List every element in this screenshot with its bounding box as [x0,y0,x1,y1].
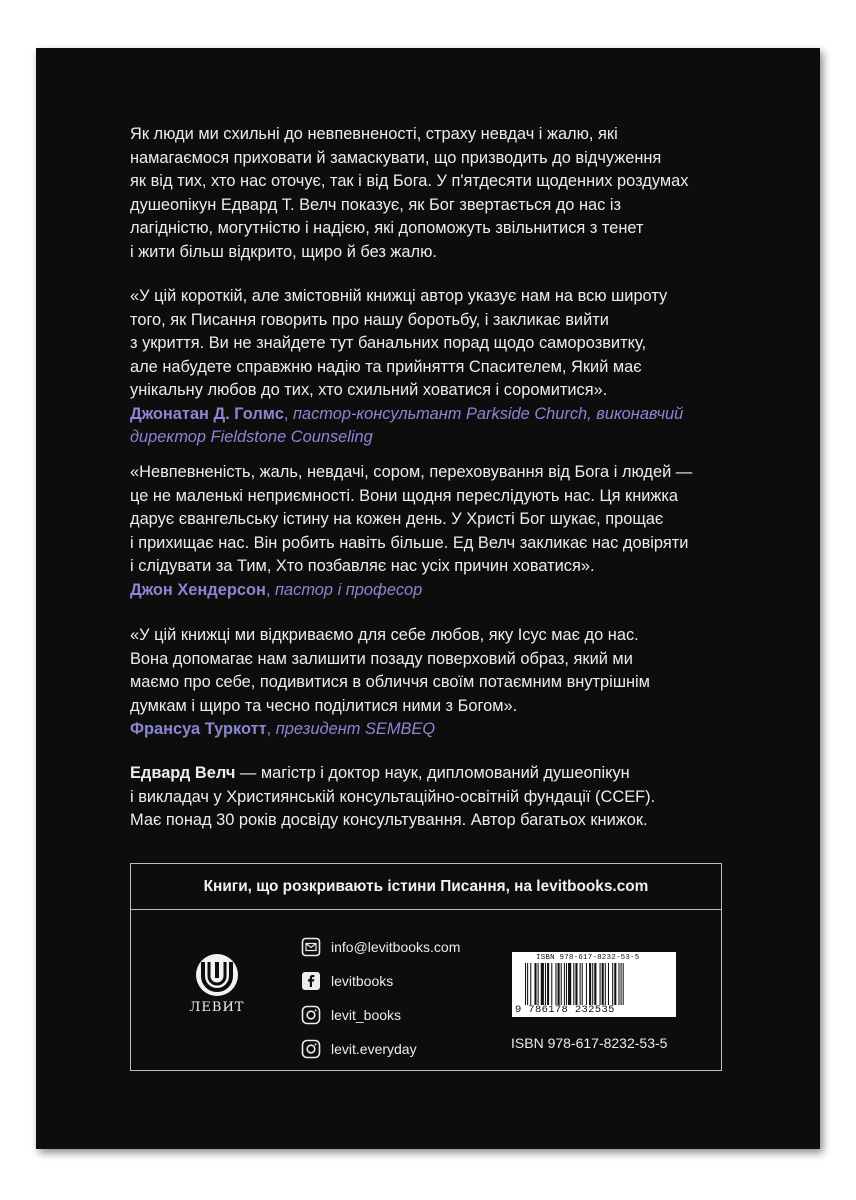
footer-headline: Книги, що розкривають істини Писання, на levitbooks.com [131,864,721,910]
quote-line: і прихищає нас. Він робить навіть більше. Ед Велч закликає нас довіряти [130,533,689,552]
contact-text: levit_books [331,1007,402,1023]
barcode-bar [525,963,526,1005]
barcode-bar [602,963,604,1005]
facebook-icon [301,971,321,991]
author-bio [130,762,730,833]
contact-text: levit.everyday [331,1041,417,1057]
contact-list [301,930,460,1066]
quote-line: це не маленькі неприємності. Вони щодня переслідують нас. Ця книжка [130,486,679,505]
instagram-icon [301,1039,321,1059]
barcode-bar [545,963,546,1005]
intro-line: як від тих, хто нас оточує, так і від Бога. У п'ятдесяти щоденних роздумах [130,172,689,190]
barcode-bar [527,963,528,1005]
quote-line: «У цій книжці ми відкриваємо для себе любов, яку Ісус має до нас. [130,626,639,644]
endorsement-henderson [130,461,730,602]
barcode-bar [558,963,560,1005]
bio-text: — магістр і доктор наук, дипломований душеопікун [235,764,630,782]
intro-line: лагідністю, могутністю і надією, які допоможуть звільнитися з тенет [130,219,644,237]
barcode-bar [538,963,539,1005]
endorsement-turcotte [130,624,730,742]
intro-line: Як люди ми схильні до невпевненості, страху невдач і жалю, які [130,125,618,143]
levit-logo-icon [189,952,245,998]
contact-email[interactable] [301,930,460,964]
quote-line: але набудете справжню надію та прийняття Спасителем, Який має [130,357,642,376]
attribution-separator: , [266,720,276,738]
attribution [130,718,730,742]
contact-text: info@levitbooks.com [331,939,461,955]
barcode-bar [600,963,601,1005]
endorsement-holmes [130,285,730,450]
barcode-bar [573,963,574,1005]
barcode-bar [589,963,591,1005]
attribution [130,579,730,603]
intro-line: і жити більш відкрито, щиро й без жалю. [130,242,437,261]
quote-line: Вона допомагає нам залишити позаду поверховий образ, який ми [130,649,633,668]
barcode-bar [568,963,571,1005]
attribution [130,403,730,427]
attribution-name: Джон Хендерсон [130,580,266,599]
barcode-bar [541,963,544,1005]
quote-line: «Невпевненість, жаль, невдачі, сором, переховування від Бога і людей — [130,463,693,481]
barcode-bar [618,963,619,1005]
attribution-role: пастор-консультант Parkside Church, виконавчий [292,404,684,423]
quote-line: унікальну любов до тих, хто схильний ховатися і соромитися». [130,381,608,399]
barcode-bar [608,963,609,1005]
barcode-bar [586,963,587,1005]
barcode-bar [614,963,616,1005]
barcode-bar [534,963,536,1005]
barcode-bar [566,963,567,1005]
attribution-role: пастор і професор [274,580,423,599]
quote-line: і слідувати за Тим, Хто позбавляє нас усіх причин ховатися». [130,557,595,575]
bio-line [130,762,730,786]
barcode-bar [555,963,556,1005]
barcode-caption: ISBN 978-617-8232-53-5 [536,954,640,962]
isbn-barcode [512,952,676,1017]
quote-line: дарує євангельську істину на кожен день. У Христі Бог шукає, прощає [130,510,664,528]
instagram-icon [301,1005,321,1025]
barcode-bar [623,963,624,1005]
barcode-bar [530,963,531,1005]
attribution-separator: , [283,404,293,423]
attribution-continued [130,426,730,450]
mail-icon [301,937,321,957]
publisher-logo [185,952,249,1024]
barcode-bar [612,963,613,1005]
attribution-name: Франсуа Туркотт [130,720,267,738]
barcode-bar [605,963,606,1005]
barcode-digits: 9 786178 232535 [515,1004,615,1016]
back-cover [36,48,820,1149]
quote-line: того, як Писання говорить про нашу боротьбу, і закликає вийти [130,310,609,329]
bio-line: Має понад 30 років досвіду консультування. Автор багатьох книжок. [130,811,648,829]
barcode-bar [594,963,596,1005]
intro-line: намагаємося приховати й замаскувати, що призводить до відчуження [130,148,662,167]
intro-paragraph [130,123,730,264]
barcode-bar [592,963,593,1005]
attribution-role: директор Fieldstone Counseling [130,428,373,446]
bio-line: і викладач у Християнській консультаційно-освітній фундації (CCEF). [130,787,656,806]
barcode-bar [564,963,565,1005]
quote-line: «У цій короткій, але змістовній книжці автор указує нам на всю широту [130,287,668,305]
bio-author-name: Едвард Велч [130,764,236,782]
barcode-bar [621,963,622,1005]
barcode-bar [575,963,577,1005]
isbn-number: ISBN 978-617-8232-53-5 [511,1035,668,1051]
logo-wordmark: ЛЕВИТ [189,1000,245,1015]
intro-line: душеопікун Едвард Т. Велч показує, як Бог звертається до нас із [130,195,622,214]
attribution-name: Джонатан Д. Голмс [130,404,284,423]
contact-instagram[interactable] [301,1032,460,1066]
contact-facebook[interactable] [301,964,460,998]
quote-line: маємо про себе, подивитися в обличчя своїм потаємним внутрішнім [130,673,650,691]
quote-line: з укриття. Ви не знайдете тут банальних порад щодо саморозвитку, [130,334,647,352]
quote-line: думкам і щиро та чесно поділитися ними з Богом». [130,696,518,715]
contact-text: levitbooks [331,973,394,989]
attribution-role: президент SEMBEQ [275,720,436,738]
publisher-footer [130,863,722,1071]
barcode-bar [582,963,583,1005]
barcode-bar [561,963,562,1005]
barcode-bar [547,963,549,1005]
barcode-bar [551,963,552,1005]
barcode-bar [580,963,581,1005]
attribution-separator: , [265,580,275,599]
contact-instagram[interactable] [301,998,460,1032]
